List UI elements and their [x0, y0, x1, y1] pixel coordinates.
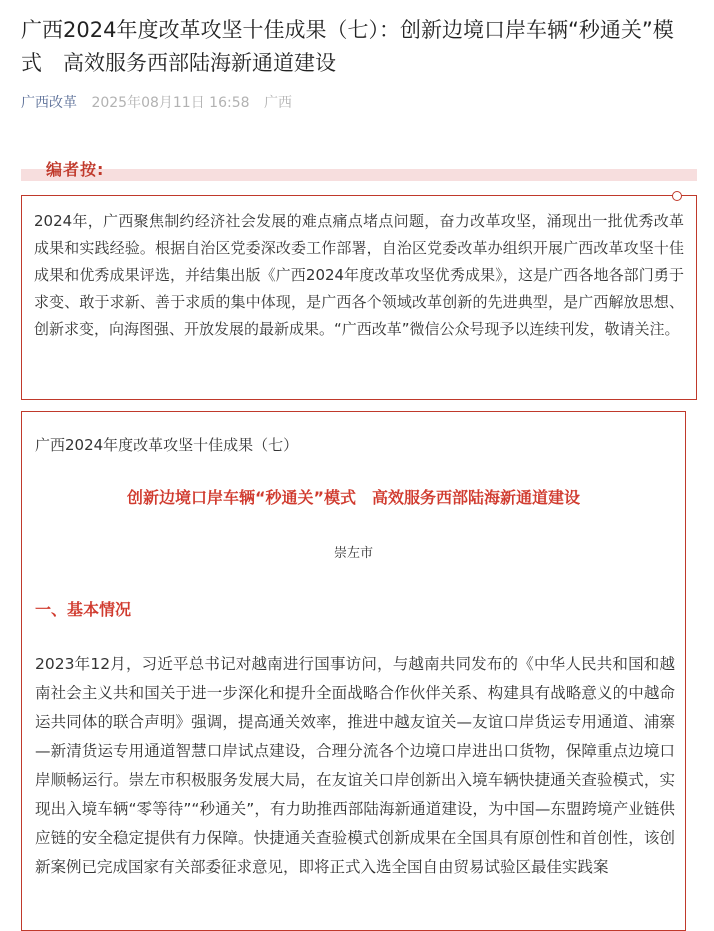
case-content-box — [21, 411, 686, 931]
section-heading: 一、基本情况 — [35, 600, 132, 619]
editor-note-text: 2024年，广西聚焦制约经济社会发展的难点痛点堵点问题，奋力改革攻坚，涌现出一批优秀改革成果和实践经验。根据自治区党委深改委工作部署，自治区党委改革办组织开展广西改革攻坚十佳成果和优秀成果评选，并结集出版《广西2024年度改革攻坚优秀成果》，这是广西各地各部门勇于求变、敢于求新、善于求质的集中体现，是广西各个领域改革创新的先进典型，是广西解放思想、创新求变，向海图强、开放发展的最新成果。“广西改革”微信公众号现予以连续刊发，敬请关注。 — [34, 212, 684, 338]
article-title: 广西2024年度改革攻坚十佳成果（七）：创新边境口岸车辆“秒通关”模式 高效服务西部陆海新通道建设 — [21, 18, 674, 75]
editor-note-box — [21, 195, 697, 400]
editor-note-band — [21, 169, 697, 181]
body-paragraph: 2023年12月，习近平总书记对越南进行国事访问，与越南共同发布的《中华人民共和国和越南社会主义共和国关于进一步深化和提升全面战略合作伙伴关系、构建具有战略意义的中越命运共同体的联合声明》强调，提高通关效率，推进中越友谊关—友谊口岸货运专用通道、浦寨—新清货运专用通道智慧口岸试点建设，合理分流各个边境口岸进出口货物，保障重点边境口岸顺畅运行。崇左市积极服务发展大局，在友谊关口岸创新出入境车辆快捷通关查验模式，实现出入境车辆“零等待”“秒通关”，有力助推西部陆海新通道建设，为中国—东盟跨境产业链供应链的安全稳定提供有力保障。快捷通关查验模式创新成果在全国具有原创性和首创性，该创新案例已完成国家有关部委征求意见，即将正式入选全国自由贸易试验区最佳实践案 — [35, 655, 675, 876]
decorative-circle-icon — [672, 191, 682, 201]
account-name-link[interactable]: 广西改革 — [21, 95, 77, 111]
editor-note-label: 编者按: — [46, 160, 105, 179]
article-meta — [21, 92, 302, 114]
series-title: 广西2024年度改革攻坚十佳成果（七） — [35, 436, 299, 454]
publish-location: 广西 — [263, 95, 292, 111]
publish-date: 2025年08月11日 16:58 — [91, 95, 250, 111]
case-city: 崇左市 — [333, 546, 373, 561]
case-title: 创新边境口岸车辆“秒通关”模式 高效服务西部陆海新通道建设 — [126, 488, 581, 507]
